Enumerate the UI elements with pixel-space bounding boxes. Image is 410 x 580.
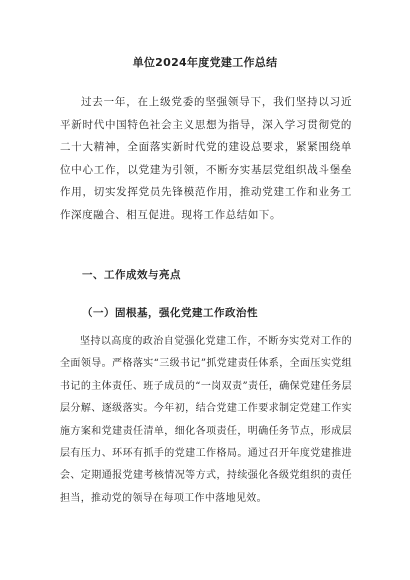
document-title: 单位2024年度党建工作总结 [132,56,278,69]
subsection-heading: （一）固根基，强化党建工作政治性 [82,307,258,319]
subsection-body-paragraph: 坚持以高度的政治自觉强化党建工作，不断夯实党对工作的全面领导。严格落实“三级书记”抓党建责任体系，全面压实党组书记的主体责任、班子成员的“一岗双责”责任，确保党建任务层层分解、逐级落实。今年初，结合党建工作要求制定党建工作实施方案和党建责任清单，细化各项责任，明确任务节点，形成层层有压力、环环有抓手的党建工作格局。通过召开年度党建推进会、定期通报党建考核情况等方式，持续强化各级党组织的责任担当，推动党的领导在每项工作中落地见效。 [60,336,352,504]
section-heading: 一、工作成效与亮点 [82,269,181,281]
intro-paragraph: 过去一年，在上级党委的坚强领导下，我们坚持以习近平新时代中国特色社会主义思想为指导，深入学习贯彻党的二十大精神，全面落实新时代党的建设总要求，紧紧围绕单位中心工作，以党建为引领，不断夯实基层党组织战斗堡垒作用，切实发挥党员先锋模范作用，推动党建工作和业务工作深度融合、相互促进。现将工作总结如下。 [60,96,352,221]
